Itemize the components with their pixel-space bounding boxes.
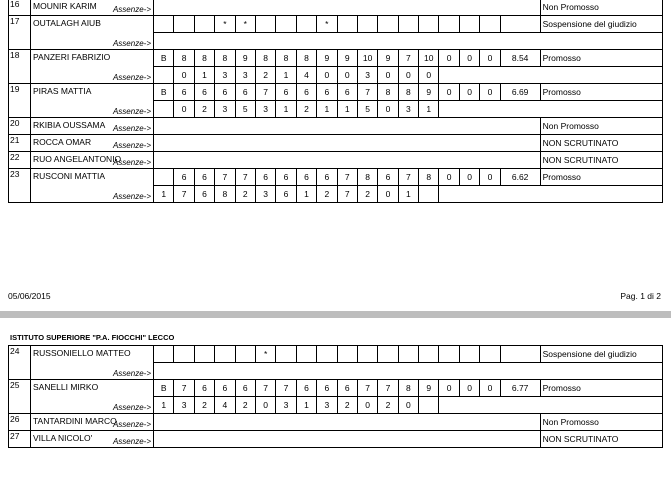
grade-cell: 7 (215, 169, 235, 186)
empty-grades-cell (154, 152, 541, 169)
grade-cell: 6 (255, 169, 275, 186)
absence-cell: 3 (215, 101, 235, 118)
absence-cell: 1 (154, 186, 174, 203)
grade-cell: 6 (174, 84, 194, 101)
grade-cell: 7 (337, 169, 357, 186)
absences-filler (439, 186, 662, 203)
absences-filler (439, 397, 662, 414)
student-name: RUO ANGELANTONIO (33, 154, 122, 164)
page-footer (0, 291, 671, 303)
grade-cell: 6 (317, 84, 337, 101)
grade-cell (439, 16, 459, 33)
absence-cell: 0 (419, 67, 439, 84)
student-name-cell (31, 380, 154, 414)
grade-cell: 6 (194, 380, 214, 397)
absence-label: Assenze-> (112, 73, 151, 82)
result-cell: Promosso (540, 169, 662, 186)
student-row (9, 380, 663, 397)
absence-label: Assenze-> (112, 192, 151, 201)
absence-cell: 1 (276, 67, 296, 84)
grade-cell (276, 16, 296, 33)
absence-cell (154, 101, 174, 118)
student-number: 17 (9, 16, 31, 50)
absence-cell: 0 (398, 67, 418, 84)
absences-empty (154, 363, 663, 380)
absence-label: Assenze-> (112, 141, 151, 150)
grade-cell (215, 346, 235, 363)
absence-label: Assenze-> (112, 158, 151, 167)
grade-cell (296, 16, 316, 33)
grade-cell: 6 (296, 380, 316, 397)
student-name-cell (31, 152, 154, 169)
grade-cell: 7 (357, 84, 377, 101)
absence-cell: 5 (357, 101, 377, 118)
grade-cell: B (154, 380, 174, 397)
empty-grades-cell (154, 431, 541, 448)
grade-cell (459, 16, 479, 33)
absence-cell: 6 (194, 186, 214, 203)
grade-cell (154, 169, 174, 186)
grade-cell (194, 16, 214, 33)
grade-cell: 6 (235, 84, 255, 101)
student-row (9, 16, 663, 33)
absence-cell: 2 (255, 67, 275, 84)
students-table-page-2 (8, 345, 663, 448)
grade-cell: 9 (378, 50, 398, 67)
grade-cell: 9 (419, 380, 439, 397)
student-name: RUSCONI MATTIA (33, 171, 106, 181)
grade-cell: 6 (174, 169, 194, 186)
absence-cell: 0 (174, 67, 194, 84)
grade-cell (276, 346, 296, 363)
absence-cell: 2 (378, 397, 398, 414)
absence-cell: 2 (337, 397, 357, 414)
student-name-cell (31, 135, 154, 152)
grade-cell: 0 (480, 169, 500, 186)
student-name: PANZERI FABRIZIO (33, 52, 111, 62)
student-row (9, 169, 663, 186)
student-name: PIRAS MATTIA (33, 86, 92, 96)
absence-label: Assenze-> (112, 5, 151, 14)
empty-grades-cell (154, 118, 541, 135)
absence-cell: 3 (255, 186, 275, 203)
result-cell: Sospensione del giudizio (540, 346, 662, 363)
absence-label: Assenze-> (112, 39, 151, 48)
grade-cell (398, 16, 418, 33)
average-cell (500, 346, 540, 363)
absence-cell: 2 (317, 186, 337, 203)
absence-cell: 3 (357, 67, 377, 84)
grade-cell: 6 (235, 380, 255, 397)
school-header: ISTITUTO SUPERIORE "P.A. FIOCCHI" LECCO (10, 333, 175, 342)
grade-cell (480, 346, 500, 363)
report-page-2 (0, 326, 671, 483)
absence-cell: 1 (317, 101, 337, 118)
student-number: 21 (9, 135, 31, 152)
grade-cell: 7 (235, 169, 255, 186)
absence-label: Assenze-> (112, 420, 151, 429)
grade-cell: 10 (419, 50, 439, 67)
grade-cell: 6 (194, 169, 214, 186)
grade-cell: 9 (235, 50, 255, 67)
student-name: TANTARDINI MARCO (33, 416, 117, 426)
absence-cell: 1 (154, 397, 174, 414)
absence-cell: 2 (235, 186, 255, 203)
absence-cell: 2 (296, 101, 316, 118)
grade-cell: 8 (419, 169, 439, 186)
absence-cell: 3 (255, 101, 275, 118)
absences-empty (154, 33, 663, 50)
grade-cell (357, 16, 377, 33)
grade-cell: * (317, 16, 337, 33)
grade-cell: 0 (480, 380, 500, 397)
grade-cell: 6 (296, 169, 316, 186)
absences-filler (439, 101, 662, 118)
grade-cell (154, 16, 174, 33)
grade-cell (337, 346, 357, 363)
absence-cell: 0 (378, 186, 398, 203)
student-name: RUSSONIELLO MATTEO (33, 348, 131, 358)
absence-cell: 3 (398, 101, 418, 118)
student-name: VILLA NICOLO' (33, 433, 93, 443)
absence-cell: 0 (398, 397, 418, 414)
grade-cell (296, 346, 316, 363)
absence-cell: 4 (296, 67, 316, 84)
grade-cell: 6 (317, 169, 337, 186)
grade-cell (459, 346, 479, 363)
grade-cell: 8 (296, 50, 316, 67)
grade-cell: 10 (357, 50, 377, 67)
grade-cell: 8 (174, 50, 194, 67)
average-cell: 6.77 (500, 380, 540, 397)
student-name: ROCCA OMAR (33, 137, 92, 147)
footer-date: 05/06/2015 (8, 291, 51, 301)
student-name-cell (31, 84, 154, 118)
absence-cell: 7 (337, 186, 357, 203)
absence-cell: 7 (174, 186, 194, 203)
student-number: 24 (9, 346, 31, 380)
student-number: 27 (9, 431, 31, 448)
absence-cell: 2 (235, 397, 255, 414)
grade-cell (378, 346, 398, 363)
grade-cell: 8 (357, 169, 377, 186)
grade-cell: 7 (378, 380, 398, 397)
student-name: SANELLI MIRKO (33, 382, 99, 392)
student-number: 20 (9, 118, 31, 135)
student-name-cell (31, 0, 154, 16)
grade-cell (337, 16, 357, 33)
absence-label: Assenze-> (112, 369, 151, 378)
grade-cell (419, 16, 439, 33)
page-break-divider (0, 311, 671, 318)
result-cell: Promosso (540, 84, 662, 101)
grade-cell: 6 (215, 84, 235, 101)
page-number: Pag. 1 di 2 (620, 291, 661, 301)
absence-cell: 0 (317, 67, 337, 84)
absence-cell: 2 (194, 397, 214, 414)
grade-cell: B (154, 50, 174, 67)
absence-cell: 4 (215, 397, 235, 414)
absence-cell: 3 (215, 67, 235, 84)
grade-cell (174, 346, 194, 363)
absence-cell: 8 (215, 186, 235, 203)
average-cell (500, 16, 540, 33)
absence-cell: 1 (419, 101, 439, 118)
absence-cell (419, 186, 439, 203)
grade-cell: B (154, 84, 174, 101)
grade-cell: 8 (215, 50, 235, 67)
absence-cell: 0 (174, 101, 194, 118)
grade-cell: 7 (174, 380, 194, 397)
absence-label: Assenze-> (112, 124, 151, 133)
grade-cell: * (255, 346, 275, 363)
result-cell: NON SCRUTINATO (540, 431, 662, 448)
grade-cell: 7 (255, 380, 275, 397)
student-number: 25 (9, 380, 31, 414)
absence-cell: 0 (255, 397, 275, 414)
result-cell: Promosso (540, 50, 662, 67)
student-number: 22 (9, 152, 31, 169)
average-cell: 6.62 (500, 169, 540, 186)
grade-cell (378, 16, 398, 33)
grade-cell: 6 (276, 169, 296, 186)
student-name-cell (31, 50, 154, 84)
grade-cell: 8 (398, 84, 418, 101)
average-cell: 8.54 (500, 50, 540, 67)
grade-cell (154, 346, 174, 363)
average-cell: 6.69 (500, 84, 540, 101)
grade-cell: 0 (459, 84, 479, 101)
absence-cell: 1 (296, 186, 316, 203)
student-row (9, 346, 663, 363)
grade-cell: 8 (378, 84, 398, 101)
student-name-cell (31, 346, 154, 380)
absence-cell: 1 (194, 67, 214, 84)
student-name-cell (31, 169, 154, 203)
result-cell: Promosso (540, 380, 662, 397)
absence-cell (154, 67, 174, 84)
grade-cell: 6 (276, 84, 296, 101)
grade-cell: 8 (276, 50, 296, 67)
grade-cell: 7 (276, 380, 296, 397)
result-cell: Non Promosso (540, 0, 662, 16)
student-number: 16 (9, 0, 31, 16)
absence-label: Assenze-> (112, 403, 151, 412)
grade-cell: 0 (480, 84, 500, 101)
students-table-page-1 (8, 0, 663, 203)
grade-cell: 6 (296, 84, 316, 101)
grade-cell: 9 (337, 50, 357, 67)
grade-cell: * (215, 16, 235, 33)
student-name-cell (31, 431, 154, 448)
absence-cell: 3 (235, 67, 255, 84)
grade-cell: 7 (398, 169, 418, 186)
student-number: 26 (9, 414, 31, 431)
grade-cell: 0 (439, 380, 459, 397)
student-row (9, 84, 663, 101)
result-cell: NON SCRUTINATO (540, 152, 662, 169)
empty-grades-cell (154, 135, 541, 152)
absence-cell: 1 (296, 397, 316, 414)
absence-cell: 6 (276, 186, 296, 203)
grade-cell (174, 16, 194, 33)
grade-cell: 0 (459, 380, 479, 397)
student-name-cell (31, 118, 154, 135)
absence-label: Assenze-> (112, 437, 151, 446)
grade-cell: 0 (480, 50, 500, 67)
absence-cell: 0 (337, 67, 357, 84)
grade-cell: 6 (378, 169, 398, 186)
grade-cell: 7 (398, 50, 418, 67)
absence-cell: 3 (276, 397, 296, 414)
grade-cell (480, 16, 500, 33)
result-cell: NON SCRUTINATO (540, 135, 662, 152)
student-name: RKIBIA OUSSAMA (33, 120, 106, 130)
grade-cell: 7 (255, 84, 275, 101)
grade-cell (255, 16, 275, 33)
grade-cell (439, 346, 459, 363)
grade-cell: 0 (439, 84, 459, 101)
student-name: MOUNIR KARIM (33, 1, 97, 11)
result-cell: Sospensione del giudizio (540, 16, 662, 33)
absence-cell: 0 (378, 101, 398, 118)
student-name-cell (31, 414, 154, 431)
absence-label: Assenze-> (112, 107, 151, 116)
grade-cell (235, 346, 255, 363)
grade-cell: 9 (419, 84, 439, 101)
absence-cell: 3 (317, 397, 337, 414)
absence-cell: 0 (357, 397, 377, 414)
absence-cell: 3 (174, 397, 194, 414)
absence-cell: 1 (276, 101, 296, 118)
empty-grades-cell (154, 414, 541, 431)
grade-cell (357, 346, 377, 363)
grade-cell: * (235, 16, 255, 33)
student-row (9, 50, 663, 67)
result-cell: Non Promosso (540, 414, 662, 431)
grade-cell: 9 (317, 50, 337, 67)
student-number: 23 (9, 169, 31, 203)
grade-cell: 6 (194, 84, 214, 101)
grade-cell: 8 (255, 50, 275, 67)
absence-cell (419, 397, 439, 414)
absence-cell: 5 (235, 101, 255, 118)
student-name: OUTALAGH AIUB (33, 18, 101, 28)
grade-cell: 6 (337, 380, 357, 397)
grade-cell: 0 (459, 169, 479, 186)
empty-grades-cell (154, 0, 541, 16)
grade-cell: 6 (317, 380, 337, 397)
grade-cell (398, 346, 418, 363)
grade-cell: 7 (357, 380, 377, 397)
grade-cell (194, 346, 214, 363)
grade-cell: 0 (439, 50, 459, 67)
student-name-cell (31, 16, 154, 50)
grade-cell: 0 (459, 50, 479, 67)
absence-cell: 1 (337, 101, 357, 118)
result-cell: Non Promosso (540, 118, 662, 135)
grade-cell (419, 346, 439, 363)
grade-cell (317, 346, 337, 363)
absence-cell: 0 (378, 67, 398, 84)
grade-cell: 8 (194, 50, 214, 67)
grade-cell: 6 (215, 380, 235, 397)
grade-cell: 0 (439, 169, 459, 186)
absence-cell: 2 (194, 101, 214, 118)
student-number: 19 (9, 84, 31, 118)
absence-cell: 2 (357, 186, 377, 203)
absences-filler (439, 67, 662, 84)
absence-cell: 1 (398, 186, 418, 203)
grade-cell: 8 (398, 380, 418, 397)
grade-cell: 6 (337, 84, 357, 101)
student-number: 18 (9, 50, 31, 84)
